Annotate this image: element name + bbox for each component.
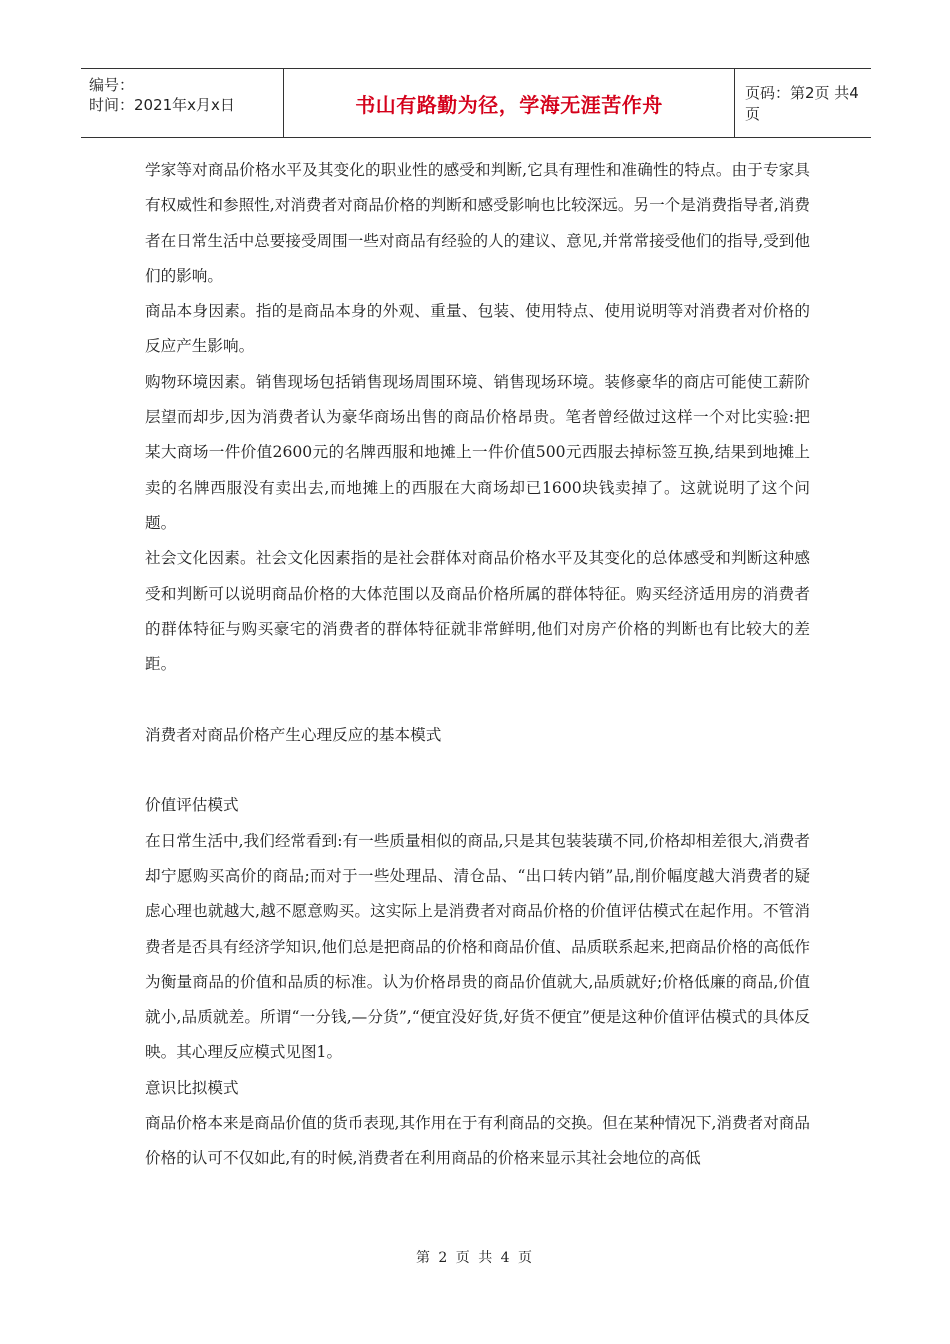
paragraph-product-factors: 商品本身因素。指的是商品本身的外观、重量、包装、使用特点、使用说明等对消费者对价格的反应产生影响。 [145,302,810,356]
section-heading-basic-modes: 消费者对商品价格产生心理反应的基本模式 [145,725,442,744]
page-header [81,68,871,138]
section-heading-analogy-mode: 意识比拟模式 [145,1078,239,1097]
paragraph-social-culture: 社会文化因素。社会文化因素指的是社会群体对商品价格水平及其变化的总体感受和判断这种感受和判断可以说明商品价格的大体范围以及商品价格所属的群体特征。购买经济适用房的消费者的群体特征与购买豪宅的消费者的群体特征就非常鲜明,他们对房产价格的判断也有比较大的差距。 [145,549,810,674]
paragraph-expert-opinion: 学家等对商品价格水平及其变化的职业性的感受和判断,它具有理性和准确性的特点。由于专家具有权威性和参照性,对消费者对商品价格的判断和感受影响也比较深远。另一个是消费指导者,消费者在日常生活中总要接受周围一些对商品有经验的人的建议、意见,并常常接受他们的指导,受到他们的影响。 [145,161,810,285]
document-body [145,153,810,1177]
header-meta [81,69,283,137]
motto: 书山有路勤为径，学海无涯苦作舟 [355,92,663,117]
spacer [145,682,810,717]
number-label: 编号： [89,76,135,94]
paragraph-value-assessment: 在日常生活中,我们经常看到:有一些质量相似的商品,只是其包装装璜不同,价格却相差很大,消费者却宁愿购买高价的商品;而对于一些处理品、清仓品、“出口转内销”品,削价幅度越大消费者的疑虑心理也就越大,越不愿意购买。这实际上是消费者对商品价格的价值评估模式在起作用。不管消费者是否具有经济学知识,他们总是把商品的价格和商品价值、品质联系起来,把商品价格的高低作为衡量商品的价值和品质的标准。认为价格昂贵的商品价值就大,品质就好;价格低廉的商品,价值就小,品质就差。所谓“一分钱,—分货”,“便宜没好货,好货不便宜”便是这种价值评估模式的具体反映。其心理反应模式见图1。 [145,831,810,1062]
page-footer: 第 2 页 共 4 页 [415,1250,535,1266]
header-page-cell [735,69,871,137]
spacer [145,753,810,788]
page-code: 页码：第2页 共4页 [745,84,859,123]
header-motto-cell [283,69,735,137]
paragraph-analogy-mode: 商品价格本来是商品价值的货币表现,其作用在于有利商品的交换。但在某种情况下,消费者对商品价格的认可不仅如此,有的时候,消费者在利用商品的价格来显示其社会地位的高低 [145,1114,810,1168]
section-heading-value-assessment: 价值评估模式 [145,796,239,815]
paragraph-shopping-environment: 购物环境因素。销售现场包括销售现场周围环境、销售现场环境。装修豪华的商店可能使工薪阶层望而却步,因为消费者认为豪华商场出售的商品价格昂贵。笔者曾经做过这样一个对比实验:把某大商场一件价值2600元的名牌西服和地摊上一件价值500元西服去掉标签互换,结果到地摊上卖的名牌西服没有卖出去,而地摊上的西服在大商场却已1600块钱卖掉了。这就说明了这个问题。 [145,372,810,532]
time-label: 时间：2021年x月x日 [89,96,235,114]
